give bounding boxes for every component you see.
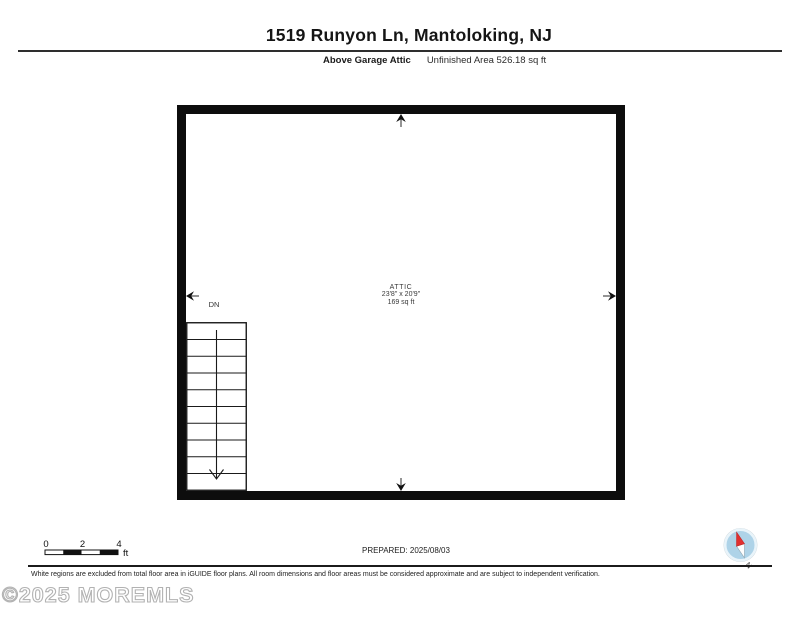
room-area: 169 sq ft (387, 298, 415, 306)
stairs-direction-label: DN (208, 300, 220, 309)
floor-name-label: Above Garage Attic (323, 55, 411, 66)
header-divider (18, 50, 782, 52)
scale-tick-0: 0 (43, 539, 49, 550)
scale-tick-2: 2 (79, 539, 86, 550)
scale-unit-label: ft (123, 548, 129, 559)
mls-watermark: ©2025 MOREMLS (2, 583, 195, 607)
disclaimer-text: White regions are excluded from total floor area in iGUIDE floor plans. All room dimensions and floor areas must be considered approximate and are subject to independent verification. (31, 571, 600, 578)
subtitle (323, 55, 546, 66)
staircase (186, 322, 247, 491)
dimension-arrow-right-icon (603, 290, 616, 302)
room-label (330, 284, 472, 306)
scale-tick-4: 4 (116, 539, 122, 550)
room-dimensions: 23'8" x 20'9" (381, 291, 421, 299)
dimension-arrow-up-icon (395, 114, 407, 127)
area-summary-label: Unfinished Area 526.18 sq ft (426, 55, 547, 66)
dimension-arrow-down-icon (395, 478, 407, 491)
page-title: 1519 Runyon Ln, Mantoloking, NJ (265, 25, 553, 45)
room-name: ATTIC (389, 284, 413, 291)
scale-bar (39, 535, 149, 561)
dimension-arrow-left-icon (186, 290, 199, 302)
prepared-date-label: PREPARED: 2025/08/03 (362, 546, 450, 555)
footer-divider (28, 565, 772, 567)
